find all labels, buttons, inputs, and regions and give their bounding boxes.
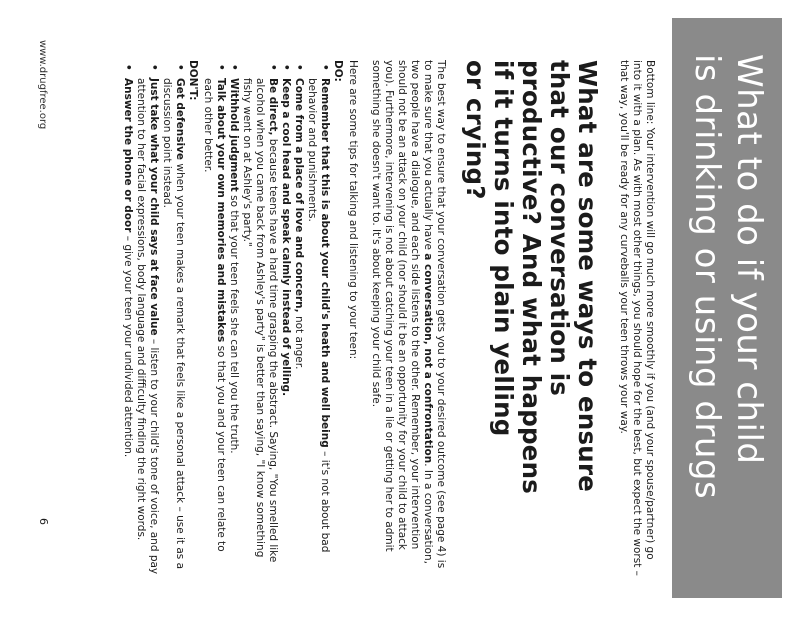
question-line-2: that our conversation is xyxy=(545,60,574,397)
do-label: DO: xyxy=(332,60,344,82)
list-item-bold: Talk about your own memories and mistakes xyxy=(215,78,227,343)
list-item xyxy=(160,78,186,580)
list-item-text: – listen to your child's tone of voice, and pay attention to her facial expressions, body language and difficulty finding the right words. xyxy=(135,78,160,575)
list-item-text: so that your teen feels she can tell you the truth. xyxy=(228,191,240,454)
list-item xyxy=(305,78,331,580)
tips-intro: Here are some tips for talking and listening to your teen: xyxy=(347,60,359,360)
page-number: 6 xyxy=(37,518,50,525)
list-item xyxy=(279,78,292,580)
answer-paragraph xyxy=(369,60,447,580)
page-title xyxy=(686,54,770,586)
page-title-line-1: What to do if your child xyxy=(729,54,769,465)
list-item xyxy=(227,78,240,580)
title-banner xyxy=(672,18,782,598)
list-item-text: not anger. xyxy=(293,312,305,370)
question-line-4: if it turns into plain yelling xyxy=(489,60,518,437)
page-title-line-2: is drinking or using drugs xyxy=(687,54,727,500)
do-list xyxy=(201,60,331,580)
question-heading xyxy=(461,60,601,580)
list-item-text: so that you and your teen can relate to each other better. xyxy=(202,78,227,552)
list-item-bold: Be direct, xyxy=(267,78,279,136)
question-line-3: productive? And what happens xyxy=(517,60,546,495)
answer-text-part-1: The best way to ensure that your conversation gets you to your desired outcome (see page 4) is to make sure that you actually have xyxy=(422,60,447,569)
list-item-bold: Just take what your child says at face value xyxy=(148,78,160,336)
list-item xyxy=(240,78,279,580)
list-item-bold: Come from a place of love and concern, xyxy=(293,78,305,313)
question-line-1: What are some ways to ensure xyxy=(573,60,602,493)
list-item-bold: Withhold judgment xyxy=(228,78,240,192)
list-item-bold: Remember that this is about your child's heath and well being xyxy=(319,78,331,448)
answer-text-part-2: . In a conversation, two people have a dialogue, and each side listens to the other. Remember, your intervention should not be an attack on your child (nor should it be an opportunity for your child to attack you). Furthermore, intervening is not about catching your teen in a lie or getting her to admit something she doesn't want to. It's about keeping your child safe. xyxy=(370,60,434,564)
list-item-bold: Keep a cool head and speak calmly instead of yelling. xyxy=(280,78,292,397)
list-item-text: when your teen makes a remark that feels like a personal attack – use it as a discussion point instead. xyxy=(161,78,186,570)
list-item-bold: Get defensive xyxy=(174,78,186,161)
list-item-text: because teens have a hard time grasping the abstract. Saying, "You smelled like alcohol when you came back from Ashley's party" is better than saying, "I know something fishy went on at Ashley's party." xyxy=(241,78,279,563)
dont-label: DON'T: xyxy=(187,60,199,101)
list-item xyxy=(201,78,227,580)
list-item xyxy=(134,78,160,580)
document-body xyxy=(121,60,662,580)
list-item-text: – it's not about bad behavior and punishments. xyxy=(306,78,331,553)
list-item xyxy=(121,78,134,580)
answer-bold-phrase: a conversation, not a confrontation xyxy=(422,253,434,464)
question-line-5: or crying? xyxy=(461,60,490,200)
list-item xyxy=(292,78,305,580)
intro-paragraph: Bottom line: Your intervention will go much more smoothly if you (and your spouse/partner) go into it with a plan. As with most other things, you should hope for the best, but expect the worst – that way, you'll be ready for any curveballs your teen throws your way. xyxy=(618,60,656,576)
list-item-text: – give your teen your undivided attention. xyxy=(122,232,134,458)
list-item-bold: Answer the phone or door xyxy=(122,78,134,233)
footer-url: www.drugfree.org xyxy=(37,40,48,130)
dont-list xyxy=(121,60,186,580)
